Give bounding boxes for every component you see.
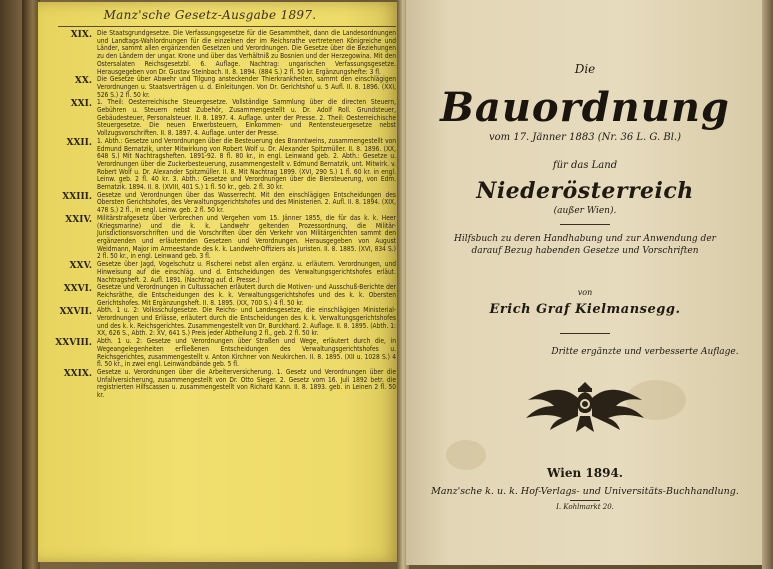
entry-text: Abth. 1 u. 2: Volksschulgesetze. Die Reichs- und Landesgesetze, die einschlägigen Ministerial-Verordnungen und Erlässe, erläutert durch die Entscheidungen des k. k. Verwaltungsgerichtshofes und des k. k. Reichsgerichtes. Zusammengestellt von Dr. Burckhard. 2. Auflage. II. 8. 1895. (Abth. 1: XX, 626 S., Abth. 2: XV, 641 S.) Preis jeder Abtheilung 2 fl., geb. 2 fl. 50 kr. bbox=[97, 306, 396, 338]
entry-number: XXI. bbox=[70, 99, 92, 110]
for-state-label: für das Land bbox=[552, 160, 618, 171]
list-item bbox=[42, 261, 396, 284]
advertisement-page bbox=[38, 2, 400, 562]
list-item bbox=[42, 307, 396, 338]
list-item bbox=[42, 192, 396, 215]
publication-list bbox=[42, 30, 396, 400]
place-and-year: Wien 1894. bbox=[547, 466, 623, 480]
list-item bbox=[42, 138, 396, 192]
entry-text: Gesetze und Verordnungen über das Wasserrecht. Mit den einschlägigen Entscheidungen des Obersten Gerichtshofes, des Verwaltungsgerichtshofes und des Ministerien. 2. Aufl. II. 8. 1894. (XIX, 478 S.) 2 fl., in engl. Leinw. geb. 2 fl. 50 kr. bbox=[97, 190, 396, 215]
book-edge-right bbox=[762, 0, 773, 569]
entry-number: XXIV. bbox=[65, 214, 92, 225]
by-label: von bbox=[577, 288, 593, 297]
entry-text: 1. Abth.: Gesetze und Verordnungen über die Besteuerung des Branntweins, zusammengestellt von Edmund Bernatzik, unter Mitwirkung von Robert Wolf u. Dr. Alexander Spitzmüller. II. 8. 1896. (XX, 648 S.) Mit Nachtragsheften. 1891-92. 8 fl. 80 kr., in engl. Leinwand geb. 2. Abth.: Gesetze u. Verordnungen über die Zuckerbesteuerung, zusammengestellt v. Edmund Bernatzik, unt. Mitwirk. v. Robert Wolf u. Dr. Alexander Spitzmüller. II. 8. Mit Nachtrag 1899. (XVI, 290 S.) 1 fl. 60 kr. in engl. Leinw. geb. 2 fl. 40 kr. 3. Abth.: Gesetze und Verordnungen über die Biersteuerung, von Edm. Bernatzik. 1894. II. 8. (XVIII, 401 S.) 1 fl. 50 kr., geb. 2 fl. 30 kr. bbox=[97, 136, 396, 192]
page-title: Bauordnung bbox=[440, 84, 730, 131]
imperial-eagle-emblem-icon bbox=[518, 376, 652, 438]
publisher-address: I. Kohlmarkt 20. bbox=[556, 503, 614, 511]
region-title: Niederösterreich bbox=[476, 178, 694, 204]
divider bbox=[570, 500, 600, 501]
entry-text: Gesetze u. Verordnungen über die Arbeiterversicherung. 1. Gesetz und Verordnungen über die Unfallversicherung, zusammengestellt von Dr. Otto Sieger. 2. Gesetz vom 16. Juli 1892 betr. die registrierten Hilfscassen u. zusammengestellt von Richard Kann. II. 8. 1893. geb. in Leinen 2 fl. 50 kr. bbox=[97, 367, 396, 400]
entry-number: XXIX. bbox=[63, 368, 92, 379]
book-description: Hilfsbuch zu deren Handhabung und zur Anwendung der darauf Bezug habenden Gesetze und Vorschriften bbox=[454, 234, 716, 256]
list-item bbox=[42, 215, 396, 261]
list-item bbox=[42, 99, 396, 138]
entry-text: Die Staatsgrundgesetze. Die Verfassungsgesetze für die Gesammtheit, dann die Landesordnungen und Landtags-Wahlordnungen für die einzelnen der im Reichsrathe vertretenen Königreiche und Länder, sammt allen ergänzenden Gesetzen und Verordnungen. Die Gesetze über die Beziehungen zu den Ländern der ungar. Krone und über das Verhältniß zu Bosnien und der Herzegowina. Mit den Ostersalaten Reichsgesetzbl. 6. Auflage. Nachtrag: ungarischen Verfassungsgesetze. Herausgegeben von Dr. Gustav Steinbach. II. 8. 1894. (884 S.) 2 fl. 50 kr. Ergänzungshefte: 3 fl. bbox=[97, 29, 396, 76]
entry-number: XXII. bbox=[66, 137, 92, 148]
entry-text: Gesetze und Verordnungen in Cultussachen erläutert durch die Motiven- und Ausschuß-Berichte der Reichsräthe, die Entscheidungen des k. k. Verwaltungsgerichtshofes und des k. k. Obersten Gerichtshofes. Mit Ergänzungsheft. II. 8. 1895. (XX, 700 S.) 4 fl. 50 kr. bbox=[97, 283, 396, 307]
entry-number: XXV. bbox=[69, 261, 92, 272]
publisher-name: Manz'sche k. u. k. Hof-Verlags- und Universitäts-Buchhandlung. bbox=[431, 486, 739, 497]
divider bbox=[560, 333, 610, 334]
list-item bbox=[42, 30, 396, 76]
edition-note: Dritte ergänzte und verbesserte Auflage. bbox=[551, 347, 739, 357]
list-item bbox=[42, 284, 396, 307]
region-note: (außer Wien). bbox=[553, 206, 617, 216]
entry-number: XXVIII. bbox=[55, 338, 92, 349]
divider bbox=[560, 224, 610, 225]
entry-text: Militärstrafgesetz über Verbrechen und Vergehen vom 15. Jänner 1855, die für das k. k. Heer (Kriegsmarine) und die k. k. Landwehr geltenden Prozessordnung, die Militär-Jurisdictionsvorschriften und die Vorschriften über den Verkehr von Militärgerichten sammt den ergänzenden und erläuternden Gesetzen und Verordnungen. Herausgegeben von August Weidmann, Major im Armeestande des k. k. Landwehr-Offiziers als Juristen. II. 8. 1885. (XVI, 834 S.) 2 fl. 50 kr., in engl. Leinwand geb. 3 fl. bbox=[97, 213, 396, 261]
entry-number: XXVII. bbox=[59, 307, 92, 318]
author-name: Erich Graf Kielmansegg. bbox=[489, 302, 681, 317]
title-article: Die bbox=[574, 62, 596, 76]
header-rule bbox=[58, 26, 396, 27]
entry-number: XX. bbox=[74, 76, 92, 87]
title-page bbox=[406, 0, 764, 565]
entry-number: XIX. bbox=[70, 30, 92, 40]
law-reference: vom 17. Jänner 1883 (Nr. 36 L. G. Bl.) bbox=[489, 132, 681, 143]
list-item bbox=[42, 369, 396, 400]
entry-text: 1. Theil: Oesterreichische Steuergesetze. Vollständige Sammlung über die directen Steuern, Gebühren u. Steuern nebst Zubehör, Zusammengestellt u. Dr. Adolf Roll. Grundsteuer, Gebäudesteuer, Personalsteuer. II. 8. 1897. 4. Auflage. unter der Presse. 2. Theil: Oesterreichische Steuergesetze. Die neuen Erwerbsteuern, Einkommen- und Rentensteuergesetze nebst Vollzugsvorschriften. II. 8. 1897. 4. Auflage. unter der Presse. bbox=[97, 98, 396, 138]
entry-number: XXIII. bbox=[62, 191, 92, 202]
entry-text: Abth. 1 u. 2: Gesetze und Verordnungen über Straßen und Wege, erläutert durch die, in Wegeangelegenheiten erfließenen Entscheidungen des Verwaltungsgerichtshofes u. Reichsgerichtes, zusammengestellt v. Anton Kirchner von Neukirchen. II. 8. 1895. (XII u. 1028 S.) 4 fl. 50 kr., in zwei engl. Leinwandbände geb. 5 fl. bbox=[97, 337, 396, 369]
series-header: Manz'sche Gesetz-Ausgabe 1897. bbox=[103, 8, 317, 22]
list-item bbox=[42, 76, 396, 99]
entry-text: Gesetze über Jagd, Vogelschutz u. Fischerei nebst allen ergänz. u. erläutern. Verordnungen, und Hinweisung auf die einschläg. und d. Entscheidungen des Verwaltungsgerichtshofes erläut. Nachtragsheft. 2. Aufl. 1891. (Nachtrag auf. d. Presse.) bbox=[97, 260, 396, 284]
entry-number: XXVI. bbox=[63, 284, 92, 295]
list-item bbox=[42, 338, 396, 369]
entry-text: Die Gesetze über Abwehr und Tilgung ansteckender Thierkrankheiten, sammt den einschlägigen Verordnungen u. Staatsverträgen u. d. Einleitungen. Von Dr. Gerichtshof u. 5 Aufl. II. 8. 1896. (XXI, 526 S.) 2 fl. 50 kr. bbox=[97, 75, 396, 99]
